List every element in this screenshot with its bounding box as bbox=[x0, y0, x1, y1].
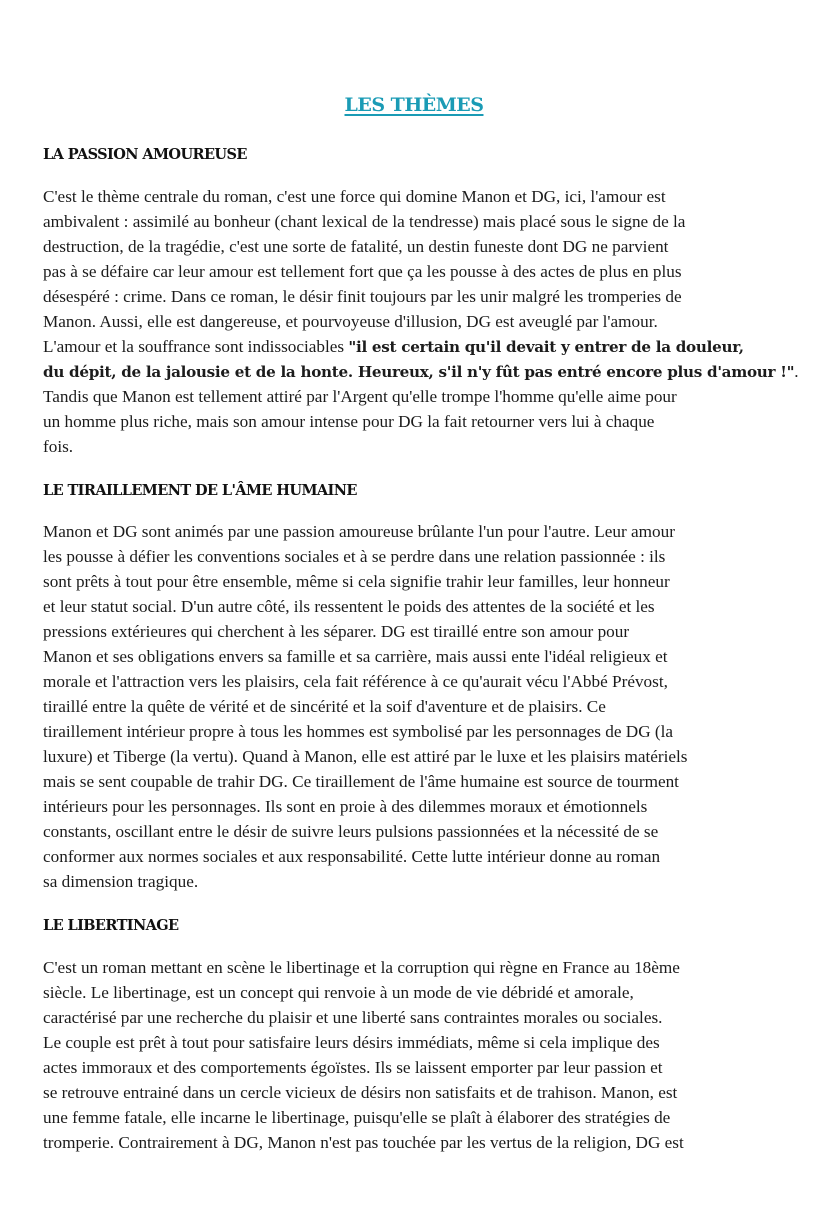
body-text: Tandis que Manon est tellement attiré par l'Argent qu'elle trompe l'homme qu'elle aime pour bbox=[43, 387, 677, 406]
text-line bbox=[43, 1130, 803, 1155]
body-text: destruction, de la tragédie, c'est une sorte de fatalité, un destin funeste dont DG ne parvient bbox=[43, 237, 669, 256]
body-text: tiraillement intérieur propre à tous les hommes est symbolisé par les personnages de DG (la bbox=[43, 722, 674, 741]
text-line bbox=[43, 434, 803, 459]
section-heading-libertinage: LE LIBERTINAGE bbox=[43, 917, 179, 934]
body-text: Manon et DG sont animés par une passion amoureuse brûlante l'un pour l'autre. Leur amour bbox=[43, 522, 675, 541]
section-heading-tiraillement: LE TIRAILLEMENT DE L'ÂME HUMAINE bbox=[43, 482, 357, 499]
body-text: luxure) et Tiberge (la vertu). Quand à Manon, elle est attiré par le luxe et les plaisirs matériels bbox=[43, 747, 688, 766]
body-text: tromperie. Contrairement à DG, Manon n'est pas touchée par les vertus de la religion, DG est bbox=[43, 1133, 684, 1152]
body-text: morale et l'attraction vers les plaisirs, cela fait référence à ce qu'aurait vécu l'Abbé Prévost, bbox=[43, 672, 668, 691]
body-text: Manon et ses obligations envers sa famille et sa carrière, mais aussi ente l'idéal religieux et bbox=[43, 647, 668, 666]
text-line bbox=[43, 259, 803, 284]
body-text: C'est le thème centrale du roman, c'est une force qui domine Manon et DG, ici, l'amour est bbox=[43, 187, 666, 206]
body-text: pas à se défaire car leur amour est tellement fort que ça les pousse à des actes de plus en plus bbox=[43, 262, 682, 281]
text-line bbox=[43, 1030, 803, 1055]
body-text: C'est un roman mettant en scène le libertinage et la corruption qui règne en France au 18ème bbox=[43, 958, 680, 977]
text-line bbox=[43, 519, 803, 544]
text-line bbox=[43, 1080, 803, 1105]
body-text: intérieurs pour les personnages. Ils sont en proie à des dilemmes moraux et émotionnels bbox=[43, 797, 648, 816]
text-line bbox=[43, 619, 803, 644]
body-text: sa dimension tragique. bbox=[43, 872, 199, 891]
text-line bbox=[43, 209, 803, 234]
body-text: ambivalent : assimilé au bonheur (chant lexical de la tendresse) mais placé sous le signe de la bbox=[43, 212, 686, 231]
text-line bbox=[43, 544, 803, 569]
text-line bbox=[43, 409, 803, 434]
body-text: caractérisé par une recherche du plaisir et une liberté sans contraintes morales ou sociales. bbox=[43, 1008, 663, 1027]
text-line bbox=[43, 184, 803, 209]
body-text: une femme fatale, elle incarne le libertinage, puisqu'elle se plaît à élaborer des stratégies de bbox=[43, 1108, 671, 1127]
text-line bbox=[43, 1055, 803, 1080]
body-text: tiraillé entre la quête de vérité et de sincérité et la soif d'aventure et de plaisirs. Ce bbox=[43, 697, 606, 716]
text-line bbox=[43, 744, 803, 769]
text-line bbox=[43, 819, 803, 844]
section-heading-passion: LA PASSION AMOUREUSE bbox=[43, 146, 247, 163]
page-title-text: LES THÈMES bbox=[344, 94, 484, 116]
body-text: mais se sent coupable de trahir DG. Ce tiraillement de l'âme humaine est source de tourment bbox=[43, 772, 679, 791]
text-line bbox=[43, 1105, 803, 1130]
quote-text: du dépit, de la jalousie et de la honte. Heureux, s'il n'y fût pas entré encore plus d'amour !" bbox=[43, 363, 795, 381]
body-text: désespéré : crime. Dans ce roman, le désir finit toujours par les unir malgré les tromperies de bbox=[43, 287, 682, 306]
text-line bbox=[43, 569, 803, 594]
body-text: Manon. Aussi, elle est dangereuse, et pourvoyeuse d'illusion, DG est aveuglé par l'amour. bbox=[43, 312, 658, 331]
section-body-tiraillement bbox=[43, 519, 803, 894]
text-line bbox=[43, 284, 803, 309]
text-line bbox=[43, 794, 803, 819]
text-line bbox=[43, 955, 803, 980]
body-text: et leur statut social. D'un autre côté, ils ressentent le poids des attentes de la société et les bbox=[43, 597, 655, 616]
body-text: pressions extérieures qui cherchent à les séparer. DG est tiraillé entre son amour pour bbox=[43, 622, 630, 641]
body-text: sont prêts à tout pour être ensemble, même si cela signifie trahir leur familles, leur honneur bbox=[43, 572, 670, 591]
text-line bbox=[43, 1005, 803, 1030]
body-text: constants, oscillant entre le désir de suivre leurs pulsions passionnées et la nécessité de se bbox=[43, 822, 659, 841]
text-line bbox=[43, 384, 803, 409]
body-text: L'amour et la souffrance sont indissociables bbox=[43, 337, 349, 356]
text-line bbox=[43, 234, 803, 259]
section-body-passion bbox=[43, 184, 803, 459]
text-line bbox=[43, 980, 803, 1005]
page-title bbox=[0, 94, 828, 116]
text-line bbox=[43, 769, 803, 794]
text-line bbox=[43, 644, 803, 669]
text-line bbox=[43, 594, 803, 619]
text-line bbox=[43, 719, 803, 744]
text-line bbox=[43, 844, 803, 869]
quote-text: "il est certain qu'il devait y entrer de la douleur, bbox=[348, 338, 744, 356]
body-text: . bbox=[794, 362, 799, 381]
body-text: Le couple est prêt à tout pour satisfaire leurs désirs immédiats, même si cela implique des bbox=[43, 1033, 660, 1052]
section-body-libertinage bbox=[43, 955, 803, 1155]
text-line bbox=[43, 669, 803, 694]
body-text: actes immoraux et des comportements égoïstes. Ils se laissent emporter par leur passion et bbox=[43, 1058, 663, 1077]
body-text: fois. bbox=[43, 437, 74, 456]
text-line bbox=[43, 359, 803, 384]
body-text: siècle. Le libertinage, est un concept qui renvoie à un mode de vie débridé et amorale, bbox=[43, 983, 634, 1002]
text-line bbox=[43, 869, 803, 894]
body-text: conformer aux normes sociales et aux responsabilité. Cette lutte intérieur donne au roman bbox=[43, 847, 661, 866]
body-text: un homme plus riche, mais son amour intense pour DG la fait retourner vers lui à chaque bbox=[43, 412, 655, 431]
body-text: se retrouve entrainé dans un cercle vicieux de désirs non satisfaits et de trahison. Manon, est bbox=[43, 1083, 678, 1102]
text-line bbox=[43, 309, 803, 334]
text-line bbox=[43, 694, 803, 719]
text-line bbox=[43, 334, 803, 359]
body-text: les pousse à défier les conventions sociales et à se perdre dans une relation passionnée : ils bbox=[43, 547, 666, 566]
